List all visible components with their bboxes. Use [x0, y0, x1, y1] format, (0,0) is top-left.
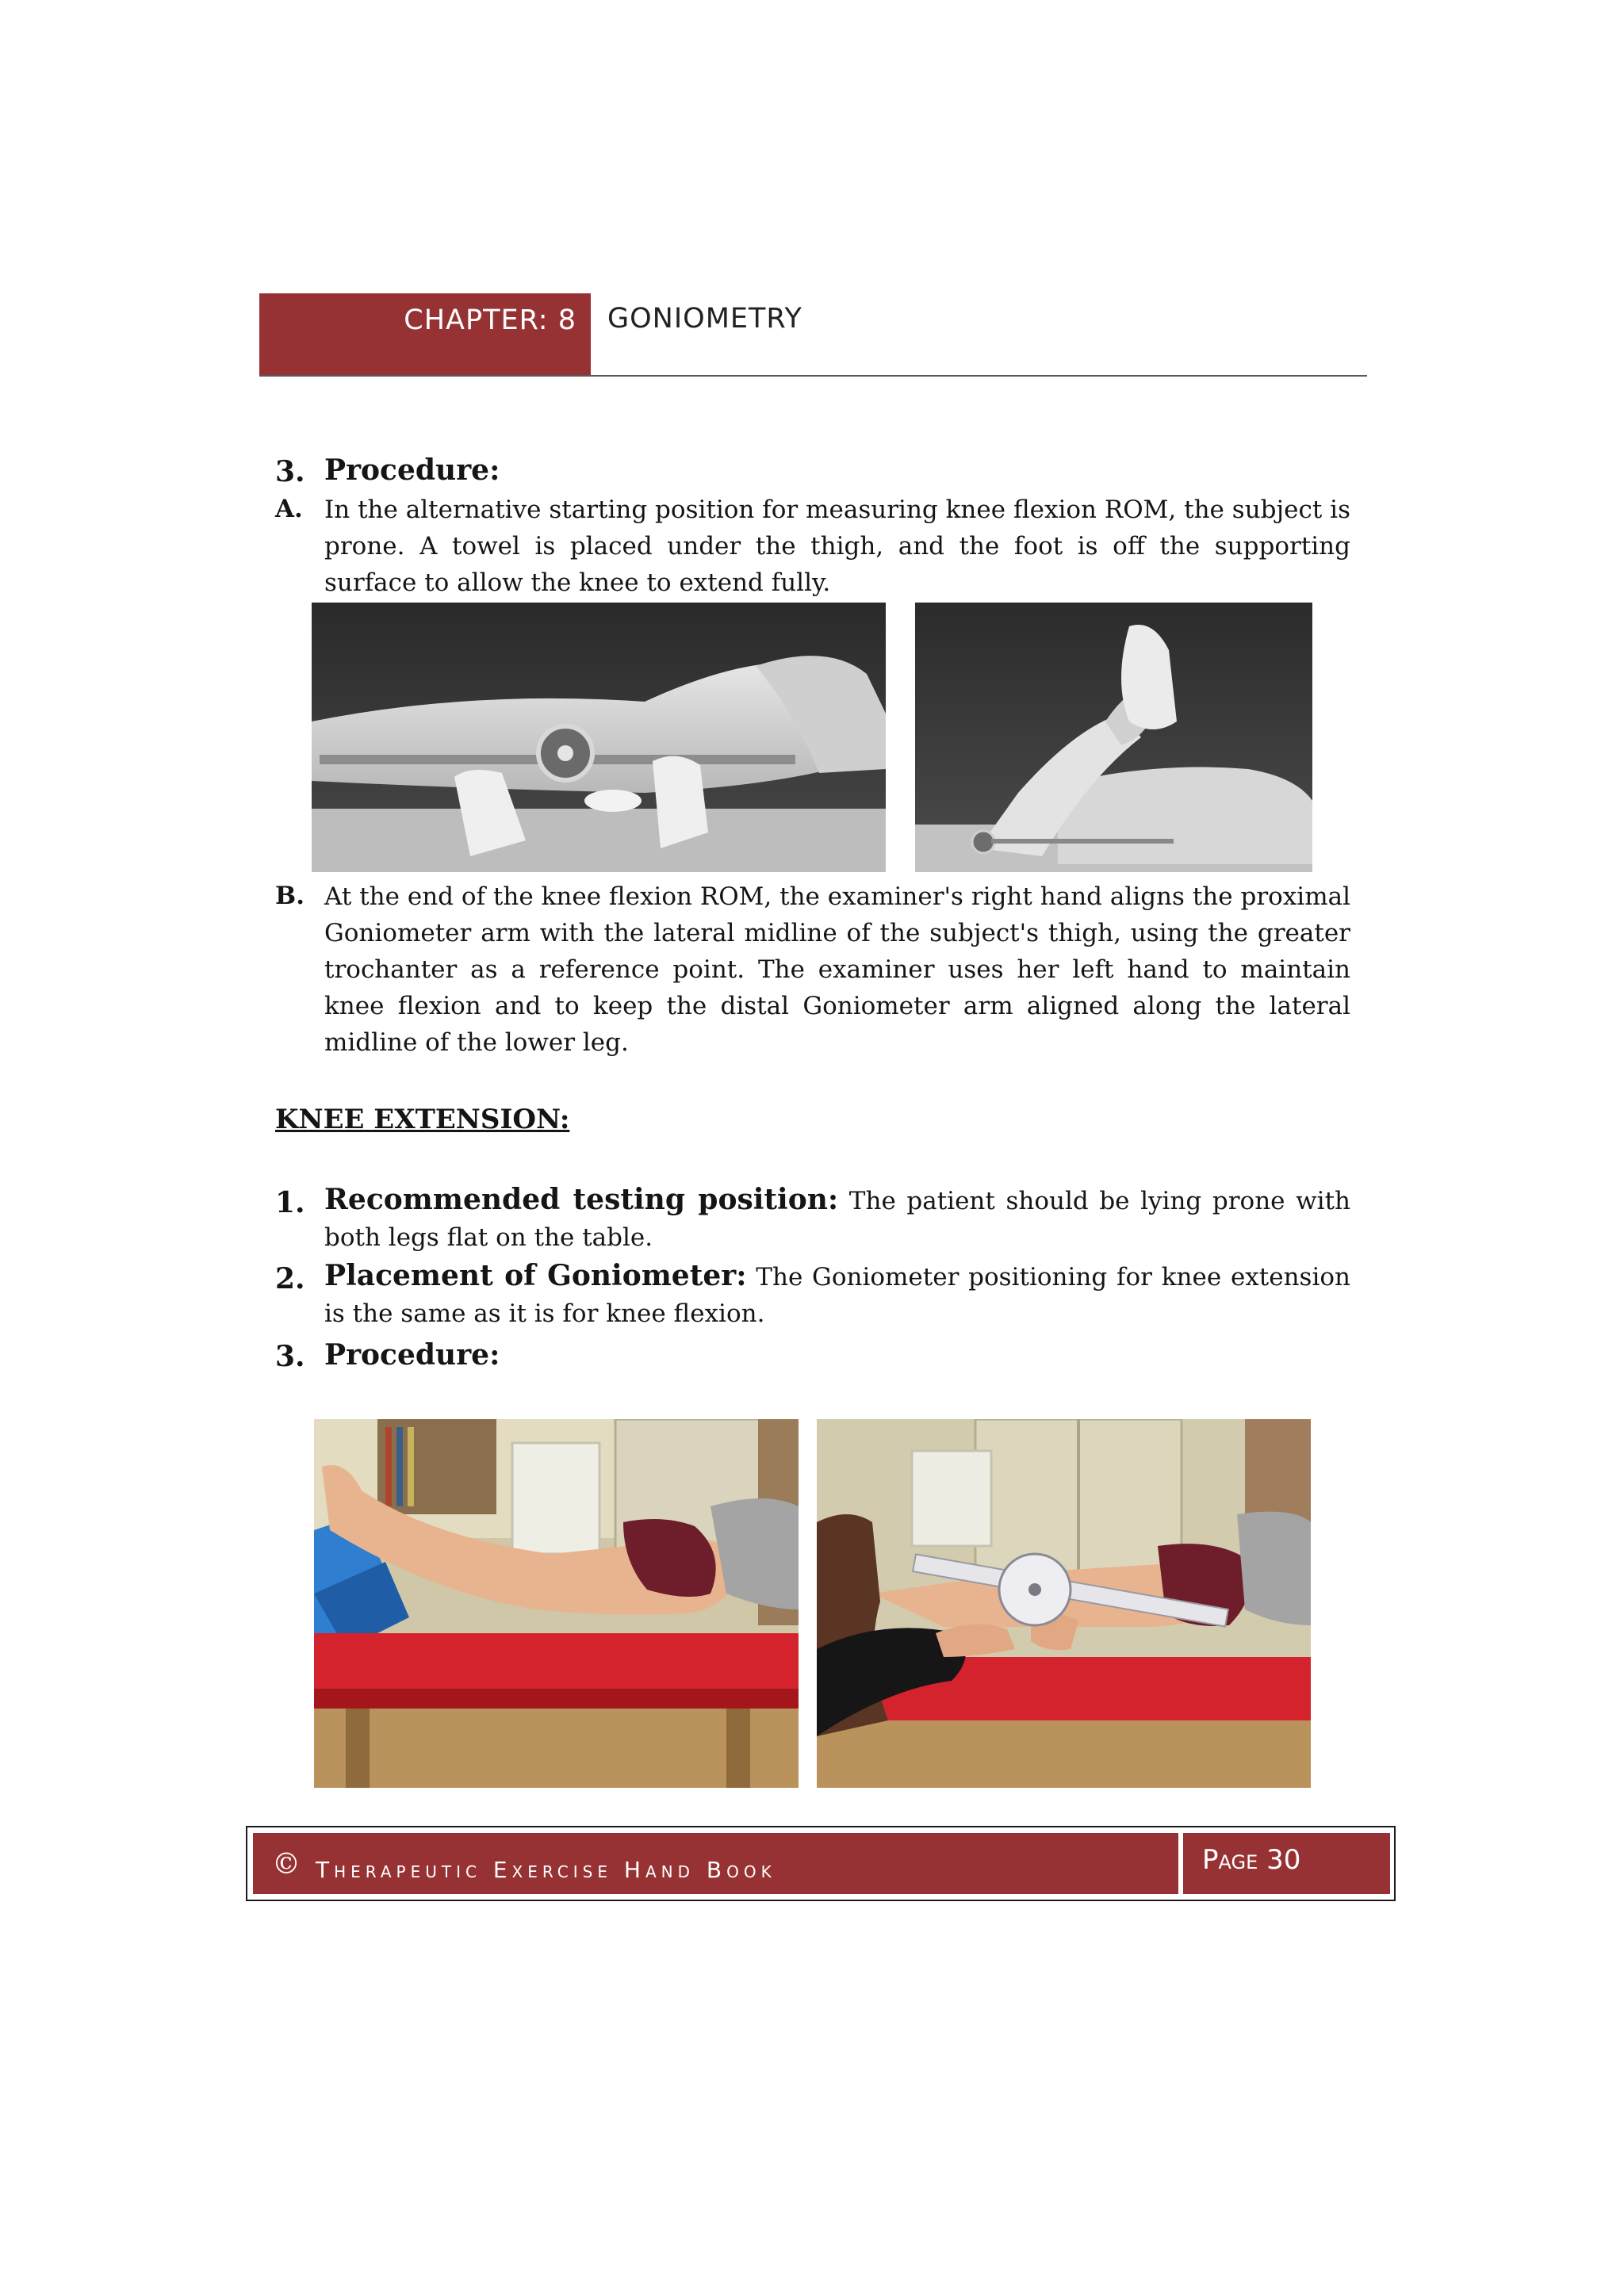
chapter-label: CHAPTER: 8	[404, 304, 576, 336]
extension-item-1-number: 1.	[275, 1186, 305, 1219]
footer-book-title: Therapeutic Exercise Hand Book	[316, 1857, 776, 1883]
item-a-letter: A.	[275, 495, 303, 523]
page-number: Page 30	[1202, 1844, 1301, 1876]
item-b-text: At the end of the knee flexion ROM, the examiner's right hand aligns the proximal Goniometer arm with the lateral midline of the subject's thigh, using the greater trochanter as a reference point. The examiner uses her left hand to maintain knee flexion and to keep the distal Goniometer arm aligned along the lateral midline of the lower leg.	[324, 882, 1350, 1057]
chapter-band	[259, 293, 591, 375]
extension-item-2-heading: Placement of Goniometer:	[324, 1259, 747, 1292]
prone-knee-photo	[312, 603, 886, 872]
goniometer-measurement-photo	[817, 1419, 1311, 1788]
header-rule	[259, 375, 1367, 377]
copyright-symbol: ©	[272, 1848, 301, 1881]
item-b-letter: B.	[275, 882, 304, 910]
prone-knee-flexed-photo	[915, 603, 1312, 872]
chapter-title: GONIOMETRY	[607, 303, 802, 335]
extension-item-3-heading: Procedure:	[324, 1338, 500, 1372]
procedure-heading: Procedure:	[324, 453, 500, 487]
extension-item-3-number: 3.	[275, 1340, 305, 1373]
prone-extension-photo	[314, 1419, 799, 1788]
extension-item-1	[324, 1181, 1350, 1256]
knee-extension-heading: KNEE EXTENSION:	[275, 1104, 570, 1135]
item-a-text: In the alternative starting position for measuring knee flexion ROM, the subject is prone. A towel is placed under the thigh, and the foot is off the supporting surface to allow the knee to extend fully.	[324, 496, 1350, 597]
extension-item-2-text: The Goniometer positioning for knee extension is the same as it is for knee flexion.	[324, 1263, 1350, 1328]
extension-item-1-heading: Recommended testing position:	[324, 1183, 839, 1216]
procedure-number: 3.	[275, 455, 305, 488]
extension-item-2	[324, 1257, 1350, 1332]
extension-item-1-text: The patient should be lying prone with both legs flat on the table.	[324, 1187, 1350, 1252]
extension-item-2-number: 2.	[275, 1262, 305, 1295]
